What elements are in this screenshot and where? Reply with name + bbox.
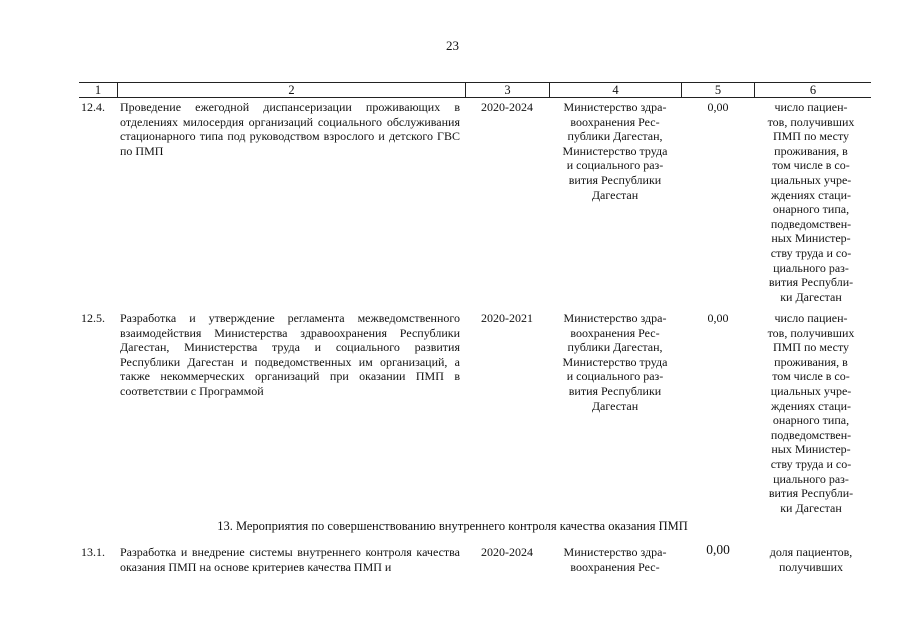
row-13-1-amount: 0,00 [706,542,730,557]
column-header-4: 4 [612,83,619,97]
column-header-2: 2 [288,83,295,97]
row-12-4-period: 2020-2024 [481,100,533,114]
row-12-5-description: Разработка и утверждение регламента межведомственного взаимодействия Министерства здравоохранения Республики Дагестан, Министерства труда и социального развития Республики Дагестан и подведомственных им организаций, а также некоммерческих организаций при оказании ПМП в соответствии с Программой [120,311,460,398]
column-header-3: 3 [504,83,511,97]
row-13-1-executor: Министерство здра- воохранения Рес- [563,545,667,574]
row-12-5-number: 12.5. [81,311,105,325]
row-12-4-indicator: число пациен- тов, получивших ПМП по месту проживания, в том числе в со- циальных учре- ждениях стаци- онарного типа, подведомствен- ных Министер- ству труда и со- циального раз- вития Республи- ки Дагестан [767,100,855,304]
row-12-5-executor: Министерство здра- воохранения Рес- публики Дагестан, Министерство труда и социального раз- вития Республики Дагестан [562,311,668,413]
section-title: 13. Мероприятия по совершенствованию внутреннего контроля качества оказания ПМП [217,519,688,533]
column-header-1: 1 [94,83,102,97]
row-13-1-period: 2020-2024 [481,545,533,559]
row-12-5-amount: 0,00 [707,311,729,325]
row-12-4-number: 12.4. [81,100,105,114]
row-12-4-description: Проведение ежегодной диспансеризации проживающих в отделениях милосердия организаций социального обслуживания стационарного типа под руководством взрослого и детского ГВС по ПМП [120,100,460,158]
row-13-1-description: Разработка и внедрение системы внутреннего контроля качества оказания ПМП на основе критериев качества ПМП и [120,545,460,574]
row-12-4-executor: Министерство здра- воохранения Рес- публики Дагестан, Министерство труда и социального раз- вития Республики Дагестан [562,100,668,202]
row-13-1-indicator: доля пациентов, получивших [769,545,853,574]
row-12-5-indicator: число пациен- тов, получивших ПМП по месту проживания, в том числе в со- циальных учре- ждениях стаци- онарного типа, подведомствен- ных Министер- ству труда и со- циального раз- вития Республи- ки Дагестан [767,311,855,515]
row-12-4-amount: 0,00 [707,100,729,114]
column-header-5: 5 [714,83,722,97]
page-number: 23 [446,38,459,53]
column-header-6: 6 [809,83,817,97]
row-12-5-period: 2020-2021 [481,311,533,325]
row-13-1-number: 13.1. [81,545,105,559]
